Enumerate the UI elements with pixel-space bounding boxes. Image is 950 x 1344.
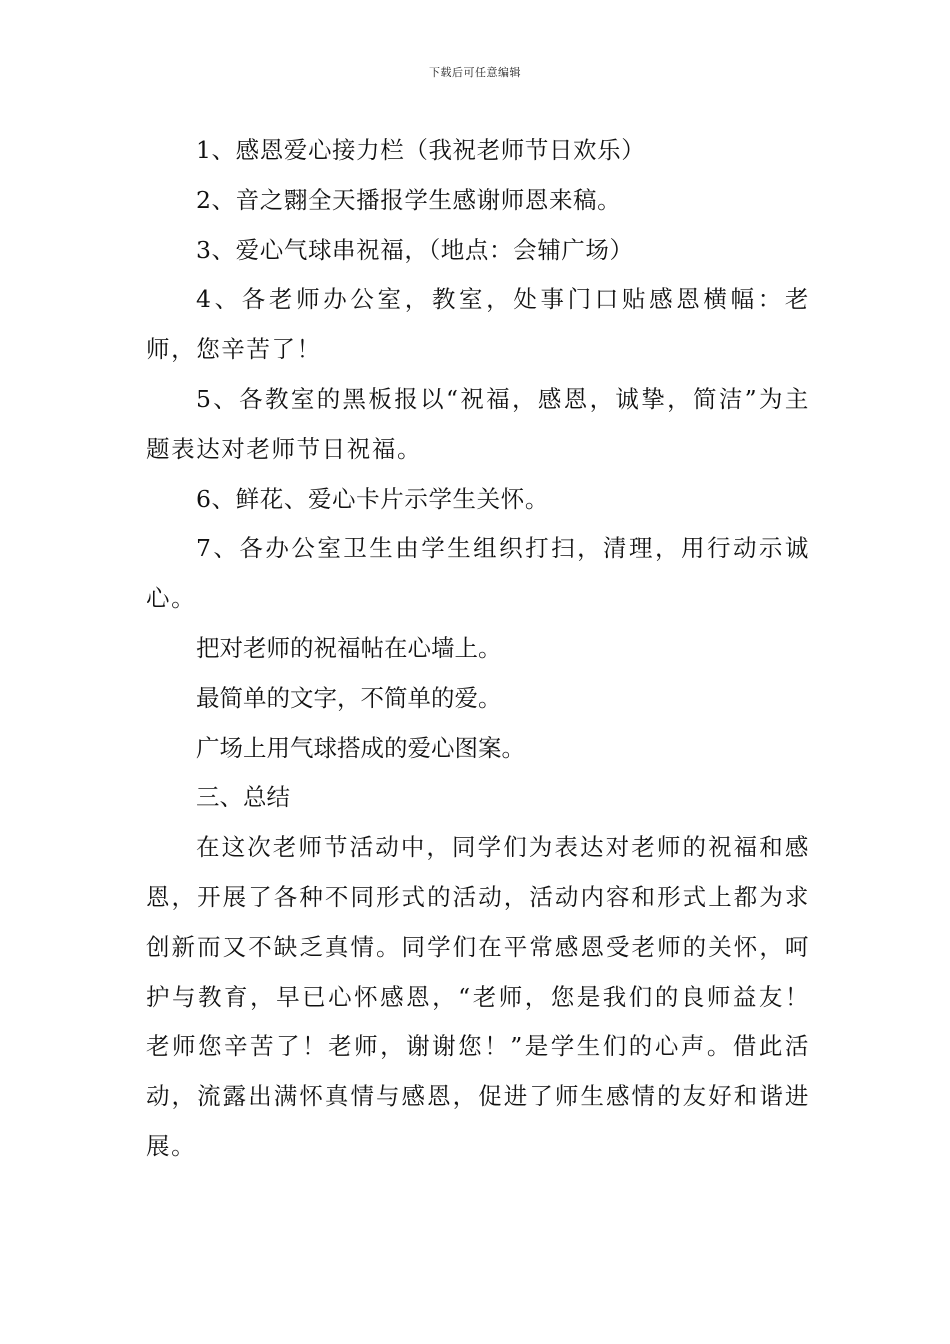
list-item-1: 1、感恩爱心接力栏（我祝老师节日欢乐） bbox=[196, 136, 646, 164]
list-item-3: 3、爱心气球串祝福，（地点：会辅广场） bbox=[196, 235, 634, 264]
list-item-4: 4、各老师办公室，教室，处事门口贴感恩横幅：老师，您辛苦了！ bbox=[146, 285, 810, 364]
page-header-note: 下载后可任意编辑 bbox=[429, 66, 521, 79]
document-body bbox=[146, 126, 810, 1172]
list-item-6: 6、鲜花、爱心卡片示学生关怀。 bbox=[196, 484, 549, 513]
note-line-1: 把对老师的祝福帖在心墙上。 bbox=[196, 633, 502, 662]
section-heading: 三、总结 bbox=[196, 783, 290, 812]
summary-paragraph: 在这次老师节活动中，同学们为表达对老师的祝福和感恩，开展了各种不同形式的活动，活动内容和形式上都为求创新而又不缺乏真情。同学们在平常感恩受老师的关怀，呵护与教育，早已心怀感恩，“老师，您是我们的良师益友！老师您辛苦了！老师，谢谢您！”是学生们的心声。借此活动，流露出满怀真情与感恩，促进了师生感情的友好和谐进展。 bbox=[146, 833, 810, 1160]
list-item-5: 5、各教室的黑板报以“祝福，感恩，诚挚，简洁”为主题表达对老师节日祝福。 bbox=[146, 384, 810, 463]
list-item-7: 7、各办公室卫生由学生组织打扫，清理，用行动示诚心。 bbox=[146, 534, 810, 613]
note-line-3: 广场上用气球搭成的爱心图案。 bbox=[196, 733, 525, 762]
note-line-2: 最简单的文字，不简单的爱。 bbox=[196, 683, 502, 712]
list-item-2: 2、音之翾全天播报学生感谢师恩来稿。 bbox=[196, 185, 622, 214]
